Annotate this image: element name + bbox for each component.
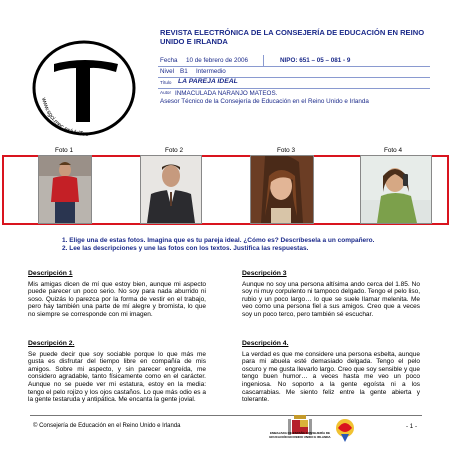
logo-url: www.sgci.mec.es/uk/Tec bbox=[40, 97, 89, 139]
instruction-1: 1. Elige una de estas fotos. Imagina que es tu pareja ideal. ¿Cómo es? Descríbesela a un compañero. bbox=[62, 237, 375, 244]
nivel-text: Intermedio bbox=[196, 68, 226, 75]
photo-strip bbox=[0, 155, 451, 225]
description-2 bbox=[28, 340, 206, 404]
header-info-box bbox=[158, 55, 430, 107]
instruction-2: 2. Lee las descripciones y une las fotos con los textos. Justifica las respuestas. bbox=[62, 245, 309, 252]
tecla-logo bbox=[28, 34, 140, 146]
footer-divider bbox=[30, 415, 422, 416]
description-3-title: Descripción 3 bbox=[242, 270, 287, 277]
nipo: NIPO: 651 – 05 – 081 - 9 bbox=[280, 57, 351, 64]
autor-name: INMACULADA NARANJO MATEOS. bbox=[175, 90, 278, 97]
description-3 bbox=[242, 270, 420, 319]
description-2-text: Se puede decir que soy sociable porque lo que más me gusta es disfrutar del tiempo libre en compañía de mis amigos. Sobre mi aspecto, y sin parecer engreída, me considero agradable, tanto físicamente como en el carácter. Aunque no se puede ver mi estatura, estoy en la media: tengo el pelo rojizo y los ojos castaños. Lo que más odio es a la gente testaruda y antipática. Me encanta la gente jovial. bbox=[28, 350, 206, 404]
photo-4 bbox=[360, 155, 432, 224]
titulo-value: LA PAREJA IDEAL bbox=[178, 78, 238, 85]
description-1-title: Descripción 1 bbox=[28, 270, 73, 277]
description-2-title: Descripción 2. bbox=[28, 340, 75, 347]
autor-label: Autor bbox=[160, 90, 171, 95]
fecha-label: Fecha bbox=[160, 57, 178, 64]
description-4-title: Descripción 4. bbox=[242, 340, 289, 347]
embajada-text: EMBAJADA DE ESPAÑA CONSEJERÍA DE EDUCACIÓN EN REINO UNIDO E IRLANDA bbox=[269, 431, 331, 439]
photo-label-4: Foto 4 bbox=[383, 147, 403, 154]
autor-role: Asesor Técnico de la Consejería de Educación en el Reino Unido e Irlanda bbox=[160, 98, 369, 105]
page-number: - 1 - bbox=[406, 423, 418, 430]
footer-copyright: © Consejería de Educación en el Reino Unido e Irlanda bbox=[33, 423, 181, 429]
photo-label-3: Foto 3 bbox=[276, 147, 296, 154]
fecha-value: 10 de febrero de 2006 bbox=[186, 57, 248, 64]
titulo-label: Título bbox=[160, 80, 172, 85]
description-1-text: Mis amigas dicen de mí que estoy bien, aunque mi aspecto puede parecer un poco serio. No soy para nada aburrido ni soso. Quizás lo parezca por la forma de vestir en el trabajo, pero hay también una parte de mí alegre y bromista, lo que no siempre se corresponde con mi imagen. bbox=[28, 280, 206, 318]
photo-1 bbox=[38, 155, 92, 224]
photo-2 bbox=[140, 155, 202, 224]
instructions bbox=[62, 237, 432, 253]
description-3-text: Aunque no soy una persona altísima ando cerca del 1.85. No soy ni muy corpulento ni tampoco delgado. Tengo el pelo liso, rubio y un poco largo… lo que se suele llamar melenita. Me veo como una persona fiel a sus amigos. Creo que a veces soy un poco terco, pero también sé escuchar. bbox=[242, 280, 420, 318]
description-4-text: La verdad es que me considere una persona esbelta, aunque para mi abuela esté demasiado delgada. Tengo el pelo oscuro y me gusta llevarlo largo. Creo que soy sensible y que tengo buen humor… a veces hasta me veo un poco ingeniosa. No soporto a la gente egoísta ni a los cascarrabias. Me siento feliz entre la gente abierta y tolerante. bbox=[242, 350, 420, 404]
seal-icon bbox=[332, 416, 358, 444]
description-1 bbox=[28, 270, 206, 319]
description-4 bbox=[242, 340, 420, 404]
photo-label-1: Foto 1 bbox=[54, 147, 74, 154]
photo-label-2: Foto 2 bbox=[164, 147, 184, 154]
magazine-title: REVISTA ELECTRÓNICA DE LA CONSEJERÍA DE EDUCACIÓN EN REINO UNIDO E IRLANDA bbox=[160, 28, 425, 46]
nivel-value: B1 bbox=[180, 68, 188, 75]
nivel-label: Nivel bbox=[160, 68, 174, 75]
photo-3 bbox=[250, 155, 314, 224]
coat-of-arms-icon bbox=[278, 413, 322, 447]
